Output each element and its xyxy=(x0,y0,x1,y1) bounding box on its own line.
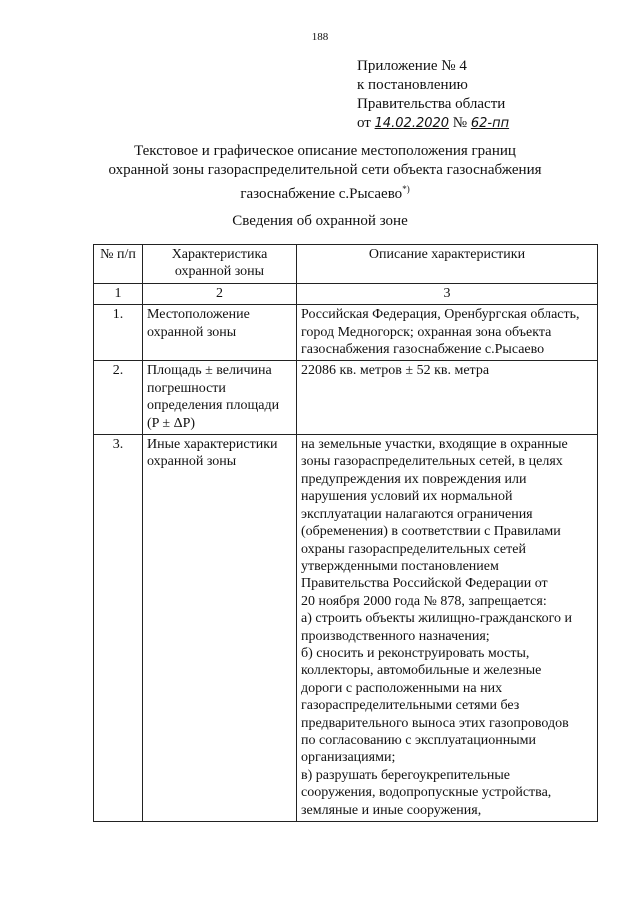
description-line: 20 ноября 2000 года № 878, запрещается: xyxy=(301,593,547,609)
handwritten-date: 14.02.2020 xyxy=(374,116,450,131)
header-description: Описание характеристики xyxy=(297,245,598,284)
description-line: по согласованию с эксплуатационными xyxy=(301,732,536,748)
document-title xyxy=(80,142,570,204)
table-row xyxy=(94,361,598,435)
description-line: земляные и иные сооружения, xyxy=(301,802,482,818)
description-line: сооружения, водопропускные устройства, xyxy=(301,785,552,801)
table-row xyxy=(94,435,598,822)
description-line: б) сносить и реконструировать мосты, xyxy=(301,645,530,661)
appendix-government: Правительства области xyxy=(357,96,506,112)
column-number: 3 xyxy=(297,283,598,304)
description-line: утвержденными постановлением xyxy=(301,558,499,574)
appendix-date-line xyxy=(357,114,509,133)
description-line: зоны газораспределительных сетей, в целях xyxy=(301,454,563,470)
row-description xyxy=(297,435,598,822)
number-prefix: № xyxy=(452,115,468,131)
title-line-3-text: газоснабжение с.Рысаево xyxy=(240,186,403,202)
header-characteristic: Характеристика охранной зоны xyxy=(143,245,297,284)
description-line: производственного назначения; xyxy=(301,628,490,644)
description-line: а) строить объекты жилищно-гражданского и xyxy=(301,611,572,627)
footnote-mark: *) xyxy=(402,184,410,194)
title-line-3 xyxy=(80,180,570,204)
column-number: 1 xyxy=(94,283,143,304)
table-row xyxy=(94,305,598,361)
row-number: 3. xyxy=(94,435,143,822)
column-number: 2 xyxy=(143,283,297,304)
description-line: Правительства Российской Федерации от xyxy=(301,576,548,592)
row-number: 2. xyxy=(94,361,143,435)
table-header-row xyxy=(94,245,598,284)
description-line: в) разрушать берегоукрепительные xyxy=(301,767,511,783)
description-line: дороги с расположенными на них xyxy=(301,680,503,696)
date-prefix: от xyxy=(357,115,371,131)
appendix-block xyxy=(357,57,509,133)
column-number-row xyxy=(94,283,598,304)
description-line: организациями; xyxy=(301,750,396,766)
description-line: охраны газораспределительных сетей xyxy=(301,541,526,557)
description-line: газораспределительными сетями без xyxy=(301,698,520,714)
appendix-decree: к постановлению xyxy=(357,77,468,93)
handwritten-number: 62-пп xyxy=(470,116,510,131)
row-characteristic: Площадь ± величина погрешности определения площади (P ± ΔP) xyxy=(143,361,297,435)
description-line: (обременения) в соответствии с Правилами xyxy=(301,524,561,540)
appendix-title: Приложение № 4 xyxy=(357,58,467,74)
description-line: предупреждения их повреждения или xyxy=(301,471,527,487)
row-characteristic: Местоположение охранной зоны xyxy=(143,305,297,361)
description-line: на земельные участки, входящие в охранные xyxy=(301,437,568,453)
row-characteristic: Иные характеристики охранной зоны xyxy=(143,435,297,822)
row-description: 22086 кв. метров ± 52 кв. метра xyxy=(297,361,598,435)
section-subtitle: Сведения об охранной зоне xyxy=(232,213,408,229)
page-number: 188 xyxy=(311,31,329,43)
title-line-2: охранной зоны газораспределительной сети объекта газоснабжения xyxy=(108,162,542,178)
header-number: № п/п xyxy=(94,245,143,284)
description-line: предварительного выноса этих газопроводов xyxy=(301,715,569,731)
title-line-1: Текстовое и графическое описание местоположения границ xyxy=(134,143,516,159)
description-line: коллекторы, автомобильные и железные xyxy=(301,663,542,679)
protection-zone-table xyxy=(93,244,598,822)
description-line: эксплуатации налагаются ограничения xyxy=(301,506,533,522)
description-line: нарушения условий их нормальной xyxy=(301,489,513,505)
row-number: 1. xyxy=(94,305,143,361)
row-description: Российская Федерация, Оренбургская область, город Медногорск; охранная зона объекта газоснабжения газоснабжение с.Рысаево xyxy=(297,305,598,361)
